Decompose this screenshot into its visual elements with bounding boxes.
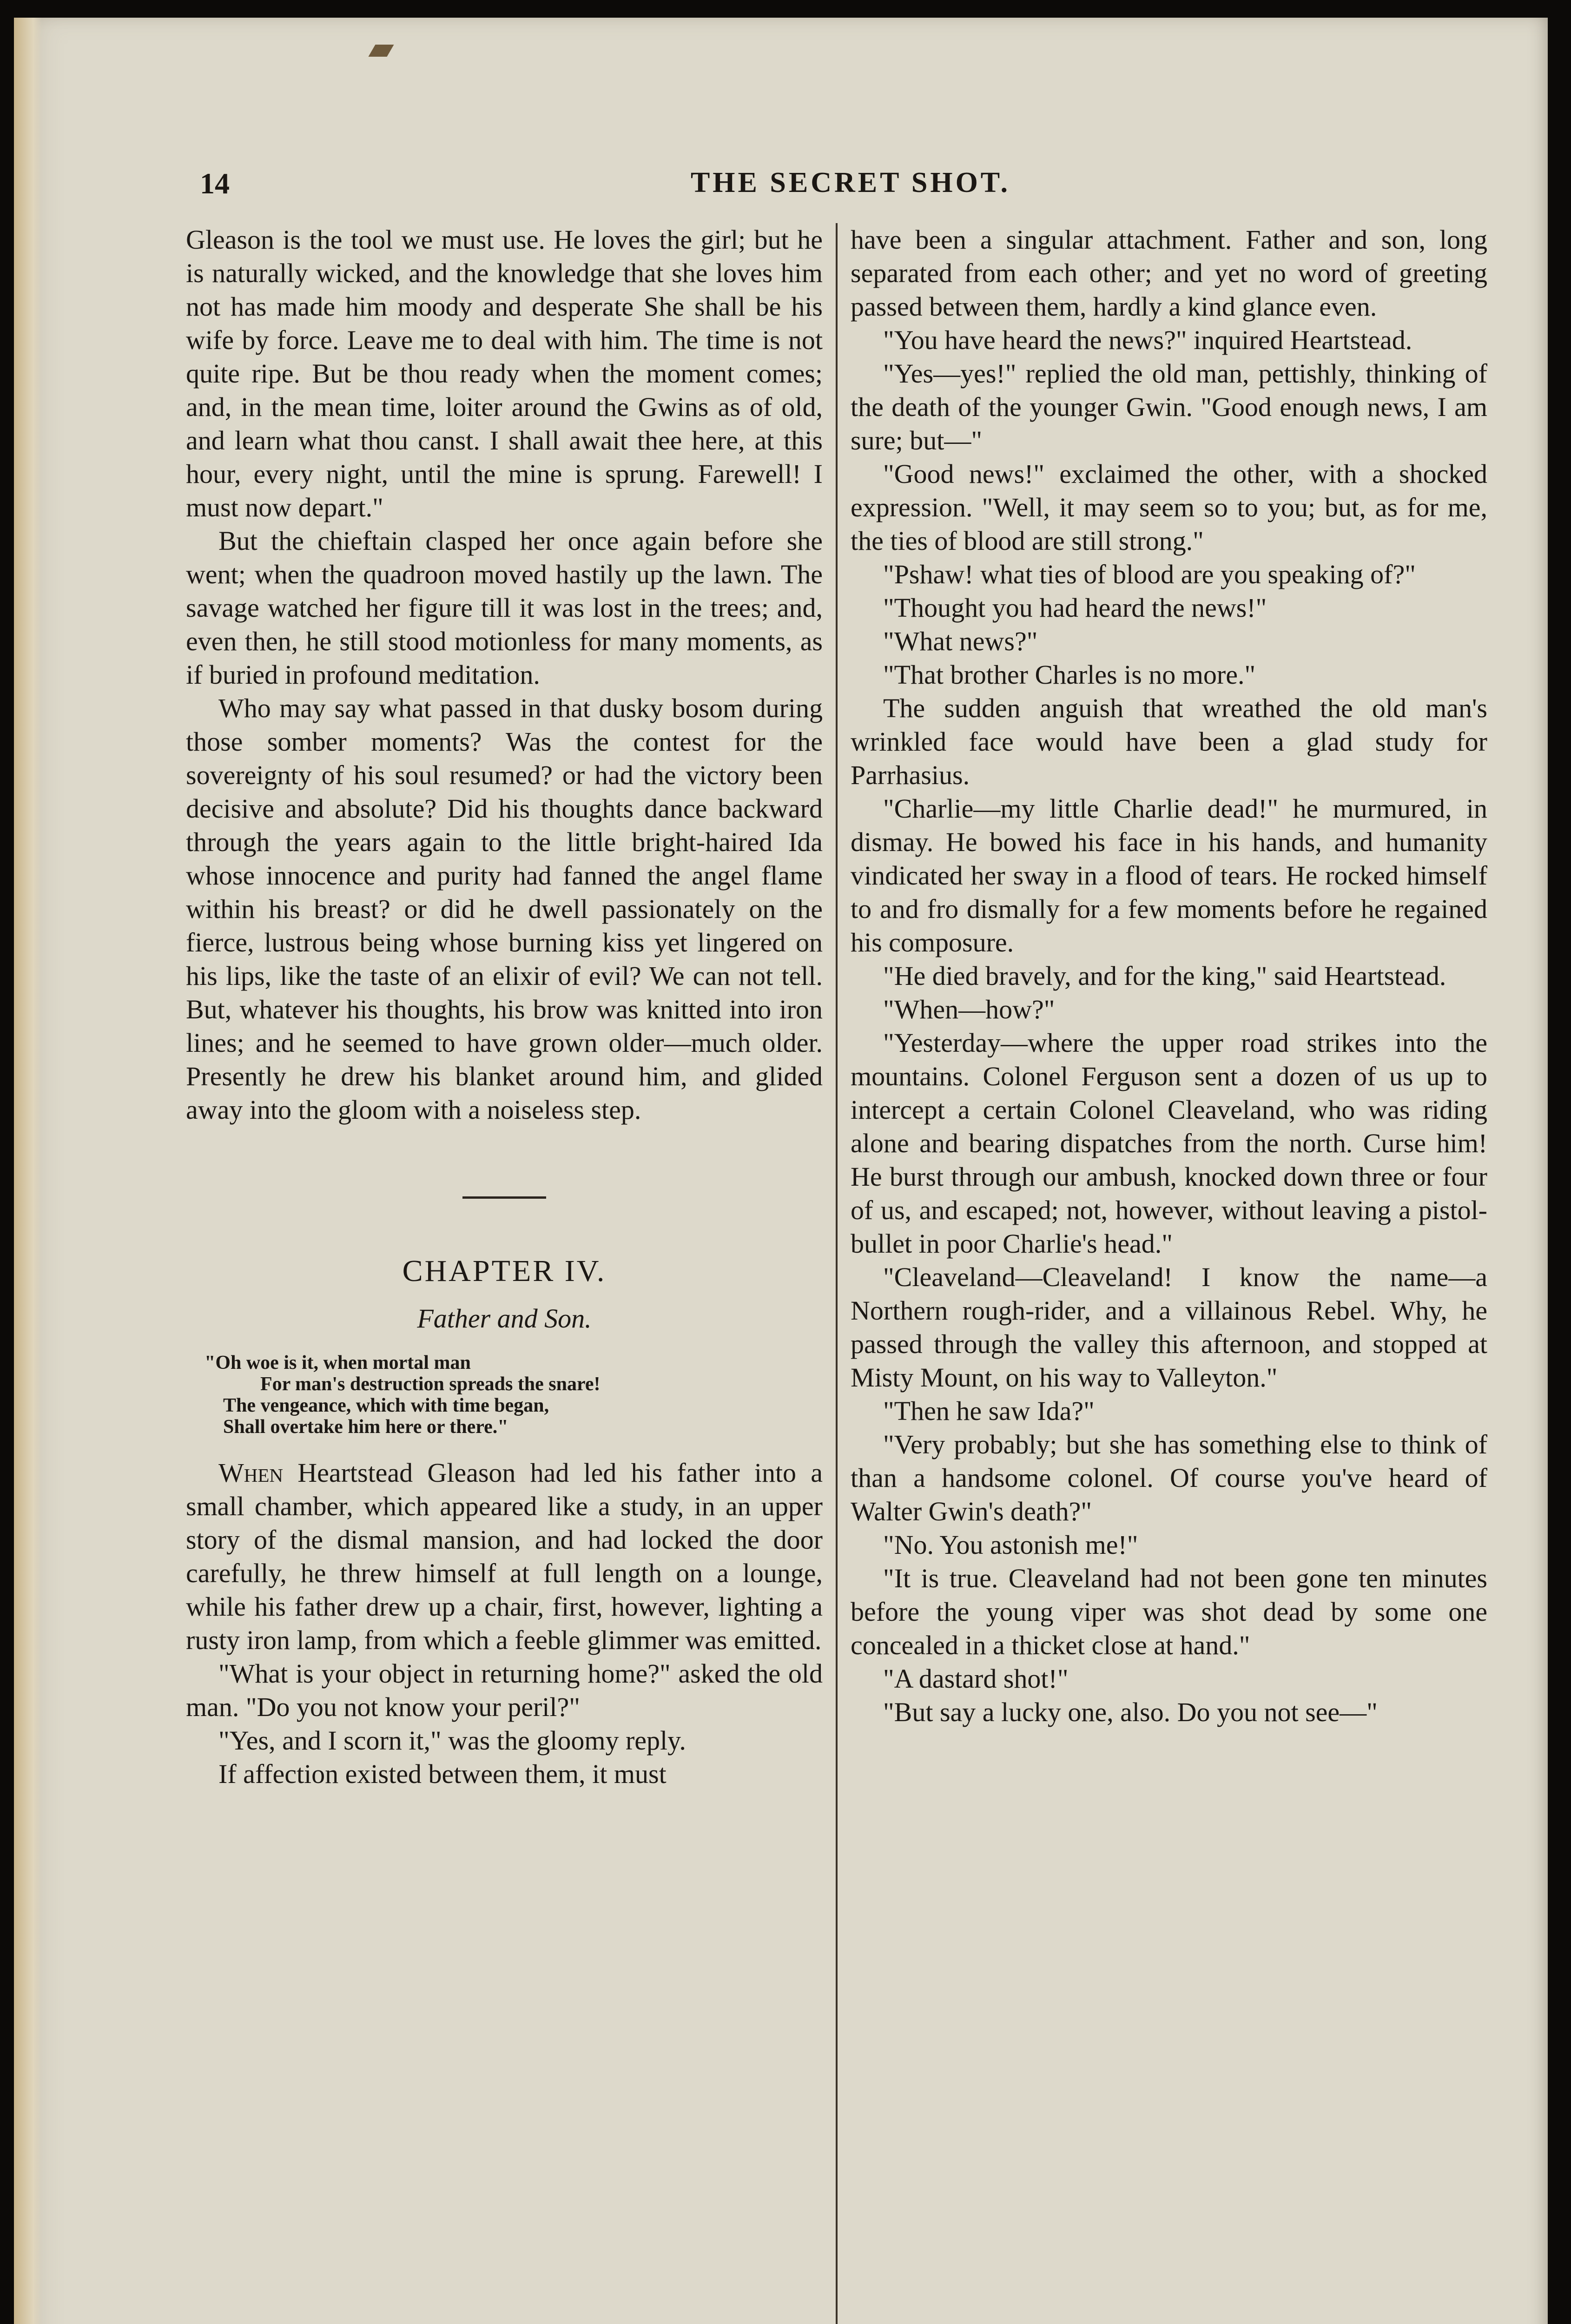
chapter-subtitle: Father and Son.: [417, 1303, 592, 1334]
ink-mark: [368, 45, 394, 57]
right-column: [851, 223, 1487, 1729]
epigraph-line: "Oh woe is it, when mortal man: [205, 1352, 471, 1373]
left-column: [186, 223, 823, 1791]
column-rule: [836, 223, 838, 2324]
section-divider: [462, 1196, 546, 1199]
paragraph: If affection existed between them, it must: [218, 1759, 667, 1789]
paragraph: "Yes, and I scorn it," was the gloomy reply.: [218, 1725, 686, 1756]
paragraph: Gleason is the tool we must use. He loves the girl; but he is naturally wicked, and the knowledge that she loves him not has made him moody and desperate She shall be his wife by force. Leave me to deal with him. The time is not quite ripe. But be thou ready when the moment comes; and, in the mean time, loiter around the Gwins as of old, and learn what thou canst. I shall await thee here, at this hour, every night, until the mine is sprung. Farewell! I must now depart.": [186, 224, 823, 522]
paragraph-text: Heartstead Gleason had led his father into a small chamber, which appeared like a study, in an upper story of the dismal mansion, and had locked the door carefully, he threw himself at full length on a lounge, while his father drew up a chair, first, however, lighting a rusty iron lamp, from which a feeble glimmer was emitted.: [186, 1458, 823, 1655]
paragraph: "He died bravely, and for the king," said Heartstead.: [883, 961, 1446, 991]
running-head: THE SECRET SHOT.: [690, 167, 1011, 198]
paragraph: "You have heard the news?" inquired Heartstead.: [883, 325, 1413, 355]
paragraph: [186, 1456, 823, 1657]
paragraph: "Charlie—my little Charlie dead!" he murmured, in dismay. He bowed his face in his hands, and humanity vindicated her sway in a flood of tears. He rocked himself to and fro dismally for a few moments before he regained his composure.: [851, 793, 1487, 957]
paragraph: have been a singular attachment. Father and son, long separated from each other; and yet no word of greeting passed between them, hardly a kind glance even.: [851, 224, 1487, 322]
paragraph: "Good news!" exclaimed the other, with a shocked expression. "Well, it may seem so to you; but, as for me, the ties of blood are still strong.": [851, 459, 1487, 556]
page-gutter-edge: [14, 18, 42, 2324]
paragraph: "Very probably; but she has something else to think of than a handsome colonel. Of course you've heard of Walter Gwin's death?": [851, 1429, 1487, 1526]
paragraph: "When—how?": [883, 994, 1055, 1024]
paragraph: "Yes—yes!" replied the old man, pettishly, thinking of the death of the younger Gwin. "Good enough news, I am sure; but—": [851, 358, 1487, 456]
paragraph: The sudden anguish that wreathed the old man's wrinkled face would have been a glad study for Parrhasius.: [851, 693, 1487, 790]
epigraph-line: Shall overtake him here or there.": [223, 1416, 508, 1438]
page-header: [200, 166, 1501, 218]
epigraph-line: For man's destruction spreads the snare!: [260, 1373, 601, 1395]
paragraph: "Yesterday—where the upper road strikes into the mountains. Colonel Ferguson sent a dozen of us up to intercept a certain Colonel Cleaveland, who was riding alone and bearing dispatches from the north. Curse him! He burst through our ambush, knocked down three or four of us, and escaped; not, however, without leaving a pistol-bullet in poor Charlie's head.": [851, 1028, 1487, 1259]
paragraph: "But say a lucky one, also. Do you not see—": [883, 1697, 1378, 1727]
paragraph: "No. You astonish me!": [883, 1530, 1138, 1560]
epigraph-line: The vengeance, which with time began,: [223, 1395, 549, 1416]
paragraph: "Then he saw Ida?": [883, 1396, 1095, 1426]
paragraph: "Thought you had heard the news!": [883, 593, 1267, 623]
paragraph: "Pshaw! what ties of blood are you speaking of?": [883, 559, 1416, 589]
paragraph: But the chieftain clasped her once again before she went; when the quadroon moved hastily up the lawn. The savage watched her figure till it was lost in the trees; and, even then, he still stood motionless for many moments, as if buried in profound meditation.: [186, 526, 823, 690]
paragraph: "It is true. Cleaveland had not been gone ten minutes before the young viper was shot dead by some one concealed in a thicket close at hand.": [851, 1563, 1487, 1660]
page-number: 14: [200, 167, 230, 200]
paragraph: "What is your object in returning home?" asked the old man. "Do you not know your peril?": [186, 1658, 823, 1722]
chapter-title: CHAPTER IV.: [402, 1254, 607, 1288]
epigraph: [205, 1352, 823, 1438]
paragraph: "That brother Charles is no more.": [883, 660, 1256, 690]
lead-word: When: [218, 1458, 284, 1488]
paragraph: Who may say what passed in that dusky bosom during those somber moments? Was the contest for the sovereignty of his soul resumed? or had the victory been decisive and absolute? Did his thoughts dance backward through the years again to the little bright-haired Ida whose innocence and purity had fanned the angel flame within his breast? or did he dwell passionately on the fierce, lustrous being whose burning kiss yet lingered on his lips, like the taste of an elixir of evil? We can not tell. But, whatever his thoughts, his brow was knitted into iron lines; and he seemed to have grown older—much older. Presently he drew his blanket around him, and glided away into the gloom with a noiseless step.: [186, 693, 823, 1125]
paragraph: "A dastard shot!": [883, 1664, 1069, 1694]
paragraph: "What news?": [883, 626, 1038, 656]
paragraph: "Cleaveland—Cleaveland! I know the name—a Northern rough-rider, and a villainous Rebel. Why, he passed through the valley this afternoon, and stopped at Misty Mount, on his way to Valleyton.": [851, 1262, 1487, 1393]
